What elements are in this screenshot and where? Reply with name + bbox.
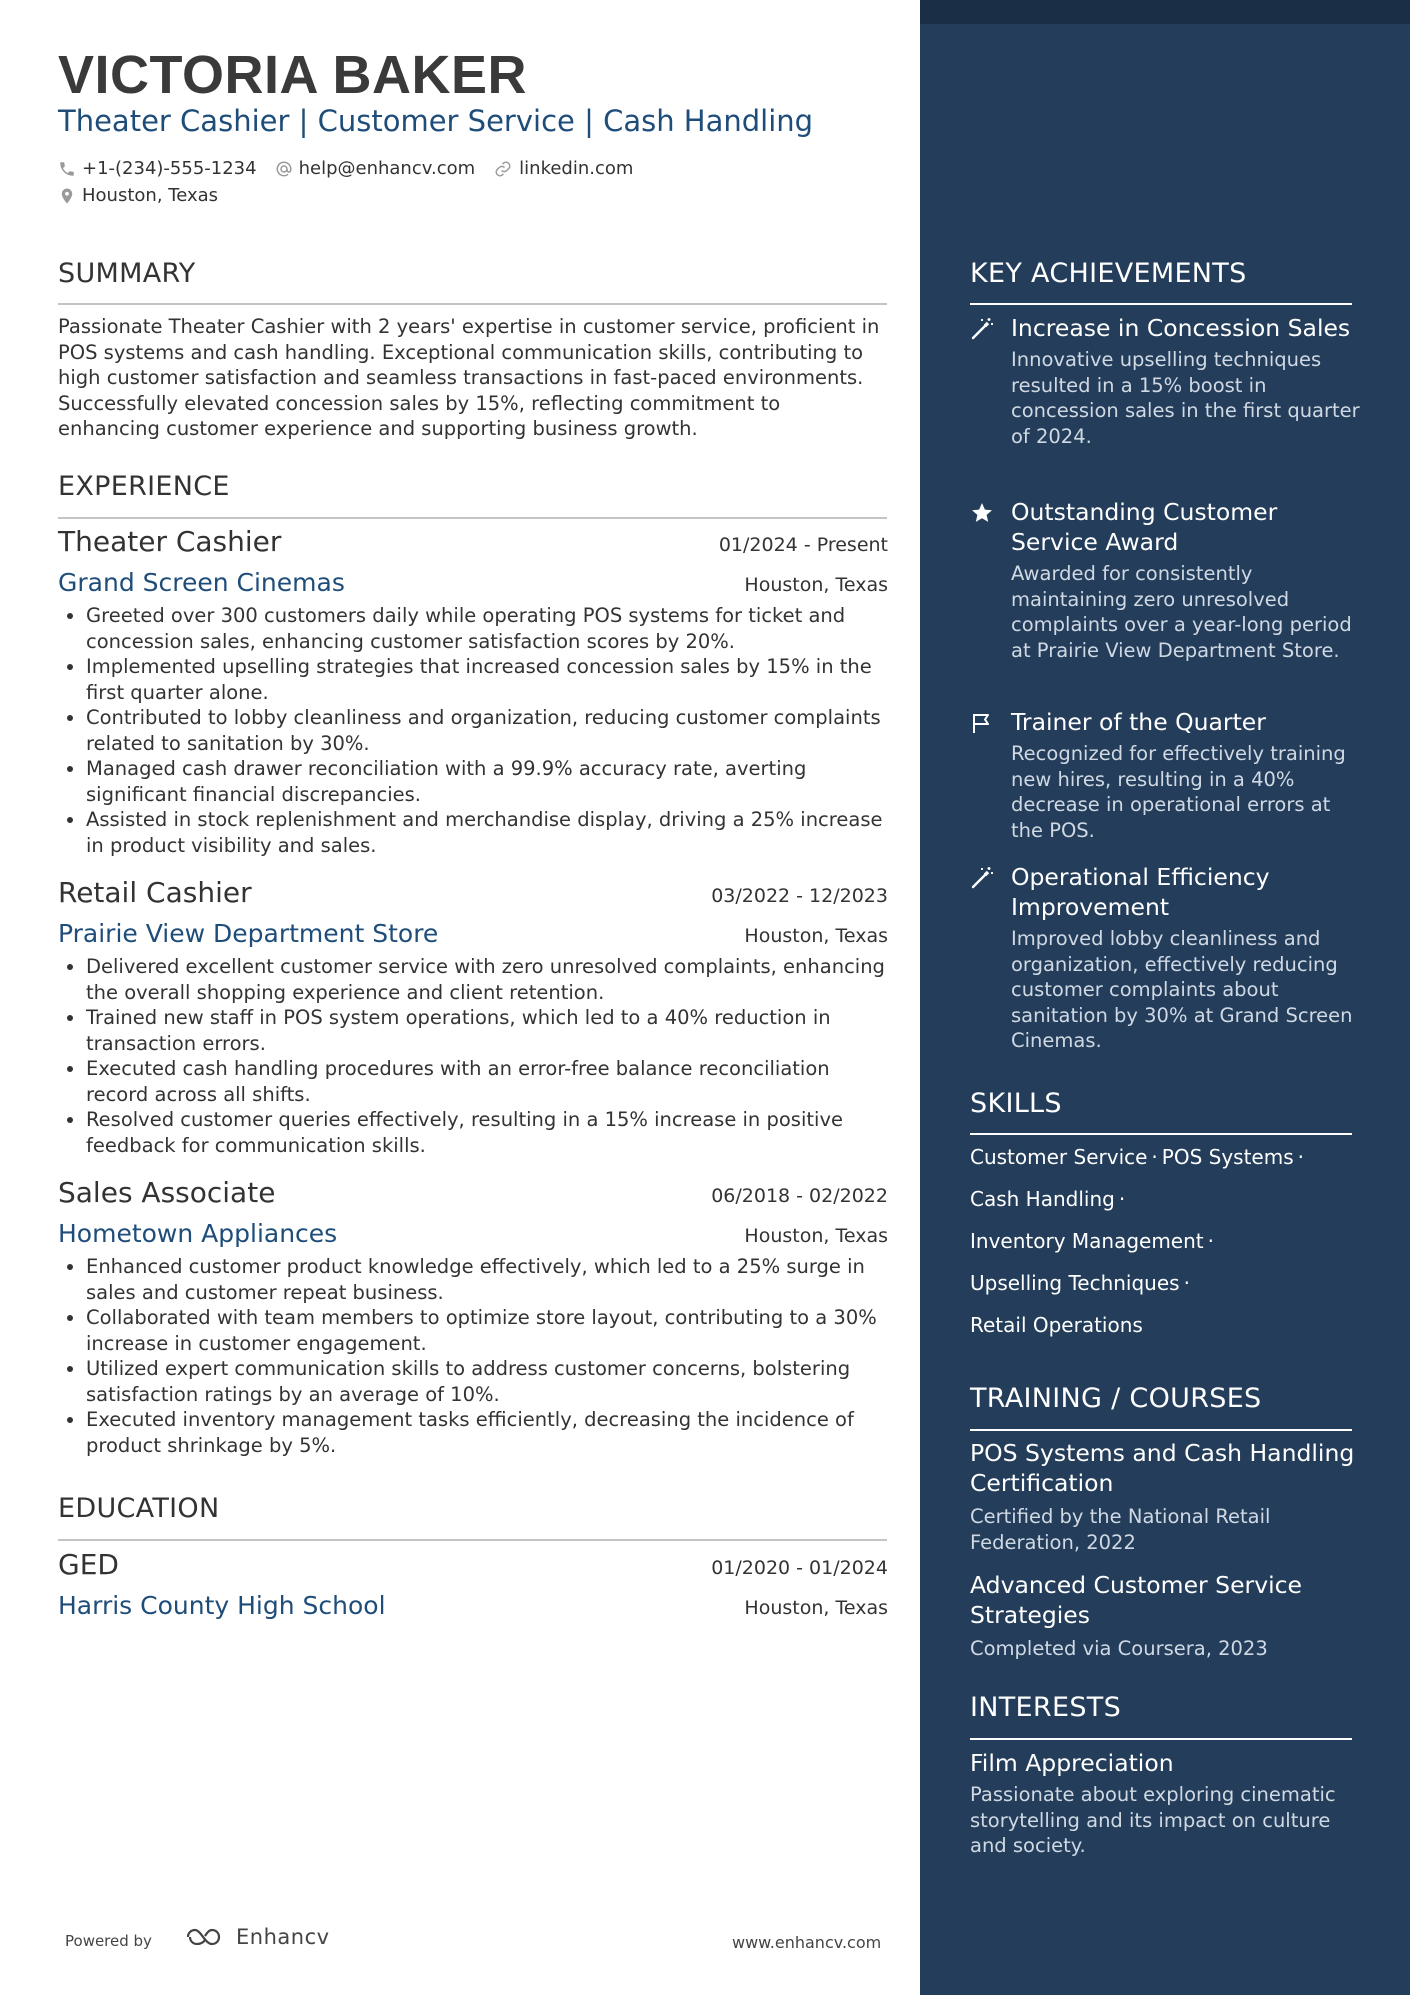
experience-divider: [58, 517, 887, 519]
star-icon: [970, 501, 994, 525]
job-company: Prairie View Department Store: [58, 919, 439, 948]
education-dates: 01/2020 - 01/2024: [711, 1557, 888, 1579]
achievement-item: [970, 862, 1360, 1054]
education-degree: GED: [58, 1548, 119, 1581]
skills-heading: SKILLS: [970, 1088, 1062, 1119]
achievement-item: [970, 707, 1360, 843]
job-company: Hometown Appliances: [58, 1219, 338, 1248]
job-bullet: • Executed cash handling procedures with an error-free balance reconciliation record across all shifts.: [86, 1056, 888, 1107]
job-dates: 06/2018 - 02/2022: [711, 1185, 888, 1207]
magic-wand-icon: [970, 866, 994, 890]
course-item: [970, 1570, 1360, 1662]
job-bullet: • Implemented upselling strategies that increased concession sales by 15% in the first quarter alone.: [86, 654, 888, 705]
skill-item: Customer Service: [970, 1145, 1148, 1169]
enhancv-logo-icon: [184, 1925, 230, 1949]
education-divider: [58, 1539, 887, 1541]
achievements-divider: [970, 303, 1352, 305]
job-bullet: • Utilized expert communication skills to address customer concerns, bolstering satisfaction ratings by an average of 10%.: [86, 1356, 888, 1407]
course-desc: Completed via Coursera, 2023: [970, 1637, 1268, 1660]
job-bullet: • Executed inventory management tasks efficiently, decreasing the incidence of product shrinkage by 5%.: [86, 1407, 888, 1458]
footer-url[interactable]: www.enhancv.com: [732, 1933, 882, 1952]
email-contact[interactable]: [275, 158, 476, 179]
candidate-title: Theater Cashier | Customer Service | Cash Handling: [58, 104, 814, 138]
job-bullet: • Delivered excellent customer service with zero unresolved complaints, enhancing the overall shopping experience and client retention.: [86, 954, 888, 1005]
location-contact: [58, 185, 218, 206]
interest-title: Film Appreciation: [970, 1749, 1174, 1777]
job-dates: 03/2022 - 12/2023: [711, 885, 888, 907]
achievement-title: Increase in Concession Sales: [1011, 314, 1351, 342]
education-school: Harris County High School: [58, 1591, 386, 1620]
job-title: Sales Associate: [58, 1176, 276, 1209]
location-row: [58, 185, 236, 206]
achievements-heading: KEY ACHIEVEMENTS: [970, 258, 1247, 289]
job-dates: 01/2024 - Present: [718, 534, 888, 556]
job-entry: [58, 1176, 888, 1458]
job-bullet: • Collaborated with team members to optimize store layout, contributing to a 30% increase in customer engagement.: [86, 1305, 888, 1356]
job-bullet: • Enhanced customer product knowledge effectively, which led to a 25% surge in sales and customer repeat business.: [86, 1254, 888, 1305]
achievement-item: [970, 313, 1360, 449]
achievement-title: Outstanding Customer Service Award: [1011, 498, 1278, 556]
job-company: Grand Screen Cinemas: [58, 568, 345, 597]
training-heading: TRAINING / COURSES: [970, 1383, 1262, 1414]
summary-divider: [58, 303, 887, 305]
skill-item: Cash Handling: [970, 1187, 1115, 1211]
linkedin-contact[interactable]: [493, 158, 633, 179]
job-entry: [58, 525, 888, 858]
interest-item: [970, 1748, 1360, 1859]
phone-contact: [58, 158, 257, 179]
course-item: [970, 1438, 1360, 1555]
interests-divider: [970, 1738, 1352, 1740]
powered-by-label: Powered by: [65, 1932, 152, 1950]
at-icon: [275, 160, 293, 178]
skill-item: Upselling Techniques: [970, 1271, 1180, 1295]
education-location: Houston, Texas: [744, 1597, 888, 1619]
job-title: Retail Cashier: [58, 876, 252, 909]
summary-text: Passionate Theater Cashier with 2 years' expertise in customer service, proficient in POS systems and cash handling. Exceptional communication skills, contributing to high customer satisfaction and seamless transactions in fast-paced environments. Successfully elevated concession sales by 15%, reflecting commitment to enhancing customer experience and supporting business growth.: [58, 315, 880, 440]
flag-icon: [970, 711, 994, 735]
linkedin-text[interactable]: linkedin.com: [519, 158, 634, 179]
skills-divider: [970, 1133, 1352, 1135]
sidebar-top-bar: [920, 0, 1410, 24]
job-entry: [58, 876, 888, 1158]
link-icon: [493, 160, 513, 178]
job-bullets: [58, 1254, 888, 1458]
contact-row: [58, 158, 651, 179]
job-bullet: • Greeted over 300 customers daily while operating POS systems for ticket and concession sales, enhancing customer satisfaction scores by 20%.: [86, 603, 888, 654]
sidebar: [920, 0, 1410, 1995]
job-bullet: • Resolved customer queries effectively, resulting in a 15% increase in positive feedback for communication skills.: [86, 1107, 888, 1158]
job-location: Houston, Texas: [744, 1225, 888, 1247]
job-title: Theater Cashier: [58, 525, 282, 558]
skills-list: Customer Service · POS Systems · Cash Handling · Inventory Management · Upselling Techniques · Retail Operations: [970, 1145, 1304, 1337]
skill-item: Retail Operations: [970, 1313, 1143, 1337]
course-title: POS Systems and Cash Handling Certification: [970, 1439, 1355, 1497]
experience-heading: EXPERIENCE: [58, 471, 230, 502]
interest-desc: Passionate about exploring cinematic storytelling and its impact on culture and society.: [970, 1783, 1336, 1857]
job-bullet: • Assisted in stock replenishment and merchandise display, driving a 25% increase in product visibility and sales.: [86, 807, 888, 858]
candidate-name: VICTORIA BAKER: [58, 45, 528, 105]
achievement-desc: Improved lobby cleanliness and organization, effectively reducing customer complaints about sanitation by 30% at Grand Screen Cinemas.: [1011, 927, 1353, 1052]
job-bullet: • Trained new staff in POS system operations, which led to a 40% reduction in transaction errors.: [86, 1005, 888, 1056]
enhancv-brand: Enhancv: [236, 1925, 330, 1949]
achievement-title: Trainer of the Quarter: [1011, 708, 1266, 736]
summary-heading: SUMMARY: [58, 258, 196, 289]
education-heading: EDUCATION: [58, 1493, 220, 1524]
skill-item: POS Systems: [1161, 1145, 1294, 1169]
job-bullets: [58, 603, 888, 858]
magic-wand-icon: [970, 317, 994, 341]
job-location: Houston, Texas: [744, 574, 888, 596]
job-bullet: • Contributed to lobby cleanliness and organization, reducing customer complaints related to sanitation by 30%.: [86, 705, 888, 756]
phone-text: +1-(234)-555-1234: [82, 158, 257, 179]
achievement-title: Operational Efficiency Improvement: [1011, 863, 1270, 921]
phone-icon: [58, 160, 76, 178]
location-text: Houston, Texas: [82, 185, 219, 206]
interests-heading: INTERESTS: [970, 1692, 1122, 1723]
achievement-item: [970, 497, 1360, 663]
achievement-desc: Awarded for consistently maintaining zero unresolved complaints over a year-long period at Prairie View Department Store.: [1011, 562, 1352, 662]
achievement-desc: Innovative upselling techniques resulted in a 15% boost in concession sales in the first quarter of 2024.: [1011, 348, 1360, 448]
training-divider: [970, 1429, 1352, 1431]
job-bullet: • Managed cash drawer reconciliation with a 99.9% accuracy rate, averting significant financial discrepancies.: [86, 756, 888, 807]
location-pin-icon: [58, 186, 76, 206]
course-desc: Certified by the National Retail Federation, 2022: [970, 1505, 1271, 1554]
enhancv-logo[interactable]: [184, 1925, 330, 1949]
achievement-desc: Recognized for effectively training new hires, resulting in a 40% decrease in operational errors at the POS.: [1011, 742, 1346, 842]
course-title: Advanced Customer Service Strategies: [970, 1571, 1303, 1629]
email-text[interactable]: help@enhancv.com: [298, 158, 476, 179]
education-entry: [58, 1548, 888, 1620]
job-location: Houston, Texas: [744, 925, 888, 947]
job-bullets: [58, 954, 888, 1158]
skill-item: Inventory Management: [970, 1229, 1204, 1253]
